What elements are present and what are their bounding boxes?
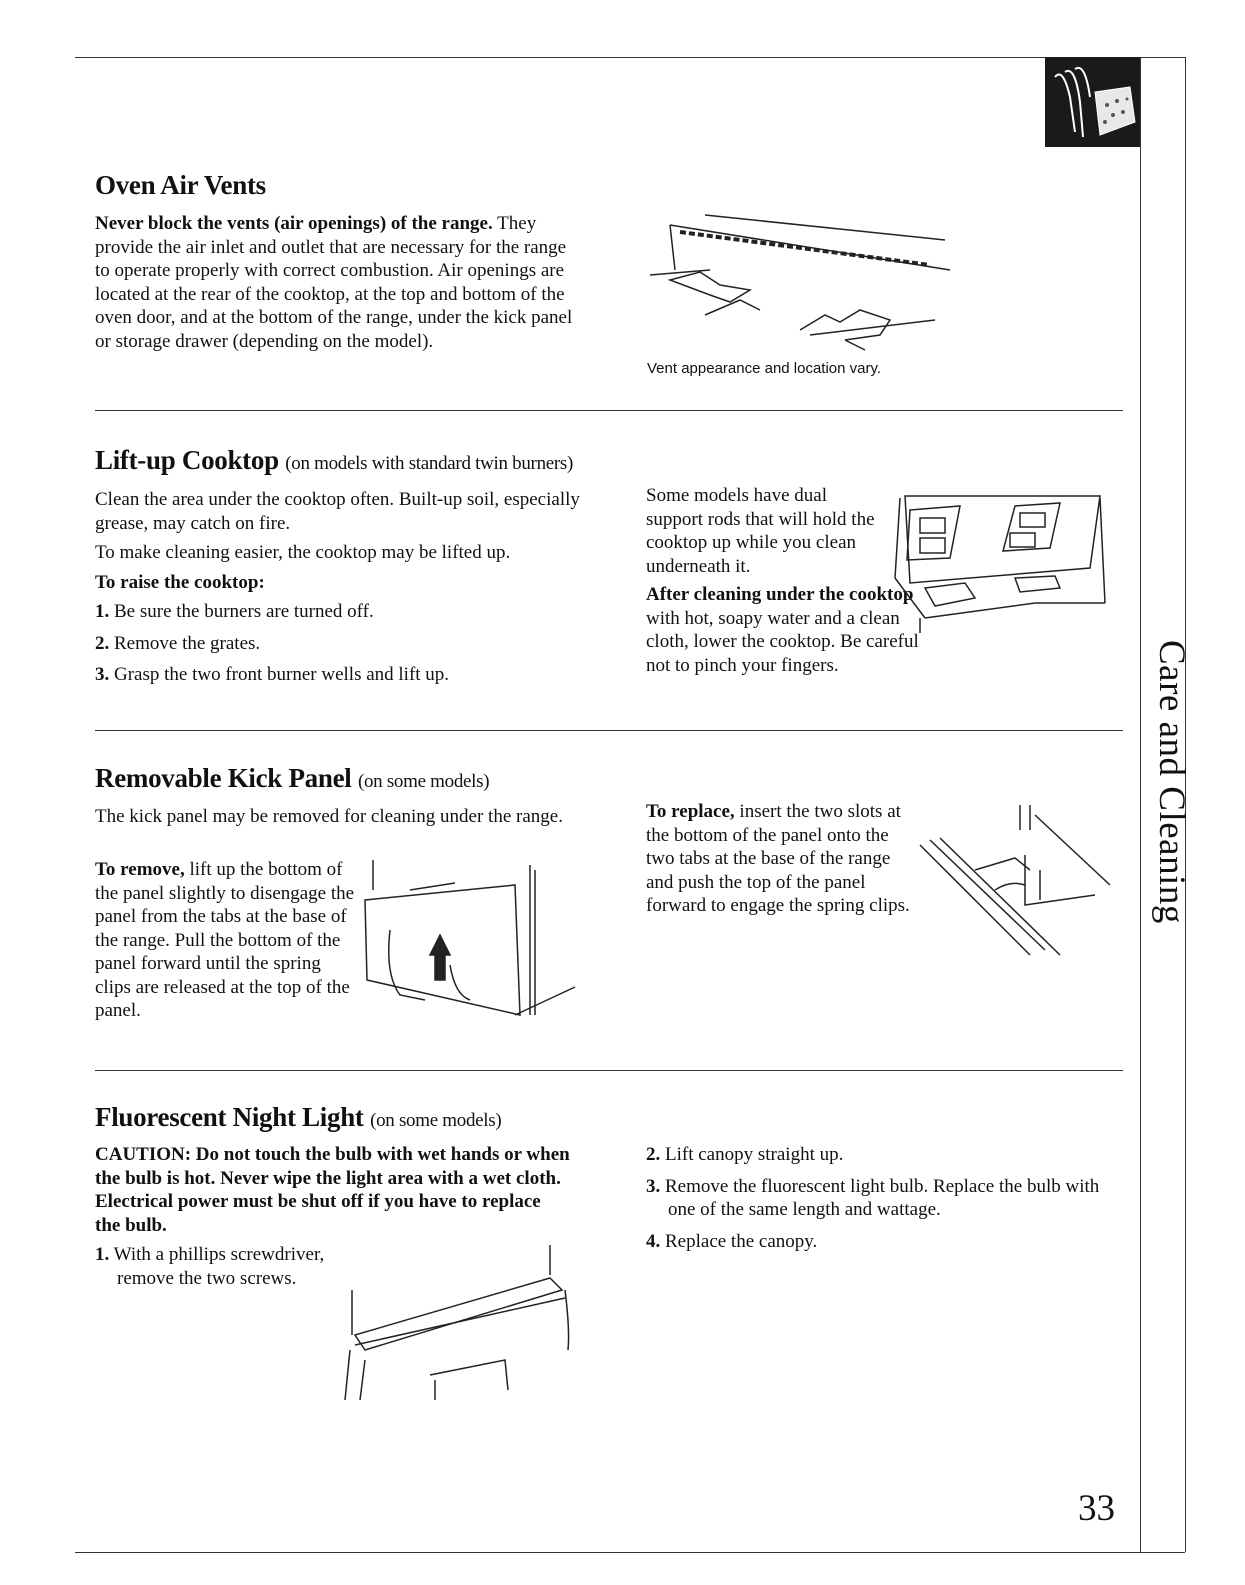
light-step: 2. Lift canopy straight up. (646, 1144, 844, 1165)
night-light-illustration (330, 1240, 580, 1410)
right-margin-rule (1140, 57, 1141, 1552)
after-cleaning-bold: After cleaning under the cooktop (646, 584, 914, 605)
light-caution (95, 1143, 570, 1237)
kick-intro (95, 805, 565, 835)
light-title-text: Fluorescent Night Light (95, 1102, 364, 1132)
to-remove-text: lift up the bottom of the panel slightly to disengage the panel from the tabs at the base of the range. Pull the bottom of the panel forward until the spring clips are released at the top of the panel. (95, 859, 355, 1021)
to-remove-bold: To remove, (95, 859, 185, 880)
page-number: 33 (1078, 1488, 1115, 1529)
vents-body: They provide the air inlet and outlet that are necessary for the range to operate properly with correct combustion. Air openings are located at the rear of the cooktop, at the top and bottom of the oven door, and at the bottom of the range, under the kick panel or storage drawer (depending on the model). (95, 213, 573, 352)
vent-illustration (650, 210, 960, 355)
divider-1 (95, 410, 1123, 411)
cooktop-illustration (885, 488, 1110, 638)
kick-remove-text (95, 858, 357, 1023)
cooktop-qualifier: (on models with standard twin burners) (285, 453, 574, 474)
kick-qualifier: (on some models) (357, 771, 490, 792)
light-step: 1. With a phillips screwdriver, remove the two screws. (95, 1244, 325, 1289)
vent-caption: Vent appearance and location vary. (647, 360, 882, 377)
divider-2 (95, 730, 1123, 731)
kick-title (95, 763, 489, 794)
light-qualifier: (on some models) (370, 1110, 502, 1131)
light-steps-right (646, 1143, 1126, 1261)
cooktop-left-text (95, 488, 595, 695)
raise-step: 2. Remove the grates. (95, 632, 261, 654)
raise-steps (95, 600, 595, 687)
caution-text: CAUTION: Do not touch the bulb with wet hands or when the bulb is hot. Never wipe the light area with a wet cloth. Electrical power must be shut off if you have to replace the bulb. (95, 1144, 570, 1236)
after-cleaning-text: with hot, soapy water and a clean cloth, lower the cooktop. Be careful not to pinch your fingers. (646, 607, 919, 676)
divider-3 (95, 1070, 1123, 1071)
raise-step: 1. Be sure the burners are turned off. (95, 601, 374, 622)
to-replace-text: insert the two slots at the bottom of the panel onto the two tabs at the base of the range and push the top of the panel forward to engage the spring clips. (646, 801, 910, 916)
bottom-rule (75, 1552, 1185, 1553)
vents-text (95, 212, 580, 353)
vents-title: Oven Air Vents (95, 170, 266, 200)
kick-panel-remove-illustration (355, 855, 580, 1025)
cooktop-p1: Clean the area under the cooktop often. Built-up soil, especially grease, may catch on fire. (95, 489, 580, 534)
kick-replace-text (646, 800, 916, 918)
cooktop-p2: To make cleaning easier, the cooktop may be lifted up. (95, 542, 511, 563)
raise-step: 3. Grasp the two front burner wells and lift up. (95, 664, 450, 685)
to-replace-bold: To replace, (646, 801, 735, 822)
cooktop-title (95, 445, 573, 476)
kick-title-text: Removable Kick Panel (95, 763, 352, 793)
cooktop-right-p1: Some models have dual support rods that will hold the cooktop up while you clean underneath it. (646, 485, 875, 577)
light-step: 4. Replace the canopy. (646, 1230, 818, 1252)
light-title (95, 1102, 501, 1133)
top-rule (75, 57, 1185, 58)
light-step: 3. Remove the fluorescent light bulb. Replace the bulb with one of the same length and wattage. (646, 1175, 1100, 1220)
kick-p1: The kick panel may be removed for cleaning under the range. (95, 806, 563, 827)
vents-lead: Never block the vents (air openings) of the range. (95, 213, 493, 234)
light-step1 (95, 1243, 330, 1298)
sponge-hand-icon (1045, 57, 1140, 147)
raise-heading: To raise the cooktop: (95, 571, 265, 593)
kick-panel-replace-illustration (915, 800, 1125, 970)
section-tab-label: Care and Cleaning (1151, 640, 1192, 924)
cooktop-title-text: Lift-up Cooktop (95, 445, 279, 475)
cooktop-right-text (646, 484, 881, 584)
